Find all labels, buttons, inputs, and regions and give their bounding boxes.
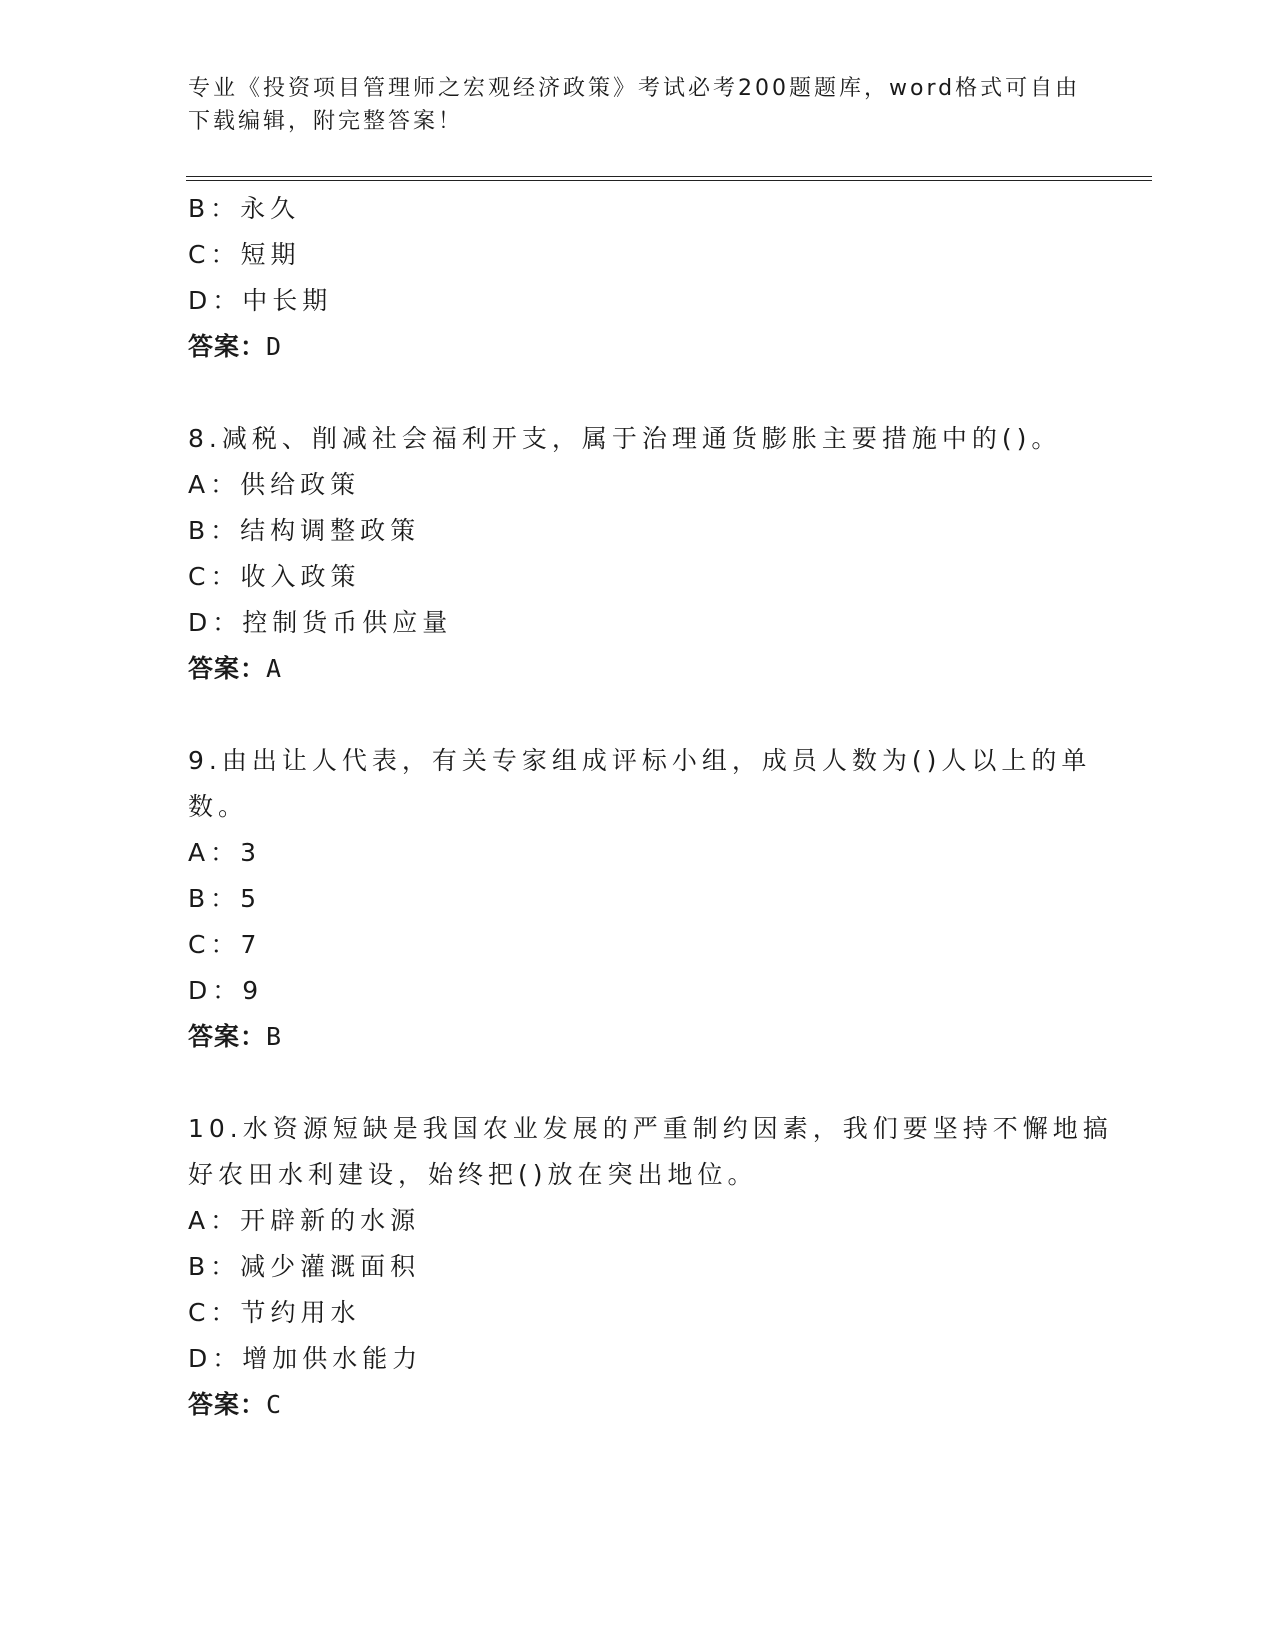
header-divider-top [186, 176, 1152, 177]
answer-label: 答案： [188, 1022, 267, 1051]
option-d: D：控制货币供应量 [188, 608, 453, 637]
option-c: C：7 [188, 930, 262, 959]
option-b: B：永久 [188, 194, 301, 223]
question-text: 8.减税、削减社会福利开支，属于治理通货膨胀主要措施中的()。 [188, 424, 1062, 453]
answer-value: B [266, 1022, 283, 1051]
option-c: C：收入政策 [188, 562, 361, 591]
question-text-line-2: 数。 [188, 792, 249, 821]
option-a: A：3 [188, 838, 262, 867]
question-8 [188, 416, 1088, 692]
header-line-1: 专业《投资项目管理师之宏观经济政策》考试必考200题题库，word格式可自由 [188, 76, 1081, 101]
answer [188, 324, 1088, 370]
question-text-line-1: 10.水资源短缺是我国农业发展的严重制约因素，我们要坚持不懈地搞 [188, 1114, 1113, 1143]
answer-label: 答案： [188, 332, 267, 361]
answer-label: 答案： [188, 654, 267, 683]
answer-value: D [266, 332, 283, 361]
option-c: C：短期 [188, 240, 301, 269]
option-d: D：中长期 [188, 286, 333, 315]
answer-value: A [266, 654, 283, 683]
question-list [188, 186, 1113, 1428]
question-10 [188, 1106, 1113, 1428]
question-text-line-2: 好农田水利建设，始终把()放在突出地位。 [188, 1160, 758, 1189]
answer [188, 646, 1088, 692]
header-divider-bottom [186, 180, 1152, 181]
document-header [188, 72, 1088, 138]
option-a: A：供给政策 [188, 470, 361, 499]
question-text-line-1: 9.由出让人代表，有关专家组成评标小组，成员人数为()人以上的单 [188, 746, 1092, 775]
option-a: A：开辟新的水源 [188, 1206, 421, 1235]
answer [188, 1382, 1088, 1428]
answer [188, 1014, 1088, 1060]
option-d: D：增加供水能力 [188, 1344, 423, 1373]
header-line-2: 下载编辑，附完整答案！ [188, 109, 464, 134]
option-b: B：结构调整政策 [188, 516, 421, 545]
answer-value: C [266, 1390, 283, 1419]
answer-label: 答案： [188, 1390, 267, 1419]
option-b: B：减少灌溉面积 [188, 1252, 421, 1281]
option-b: B：5 [188, 884, 262, 913]
question-9 [188, 738, 1092, 1060]
option-d: D：9 [188, 976, 264, 1005]
question-7 [188, 186, 1088, 370]
option-c: C：节约用水 [188, 1298, 361, 1327]
